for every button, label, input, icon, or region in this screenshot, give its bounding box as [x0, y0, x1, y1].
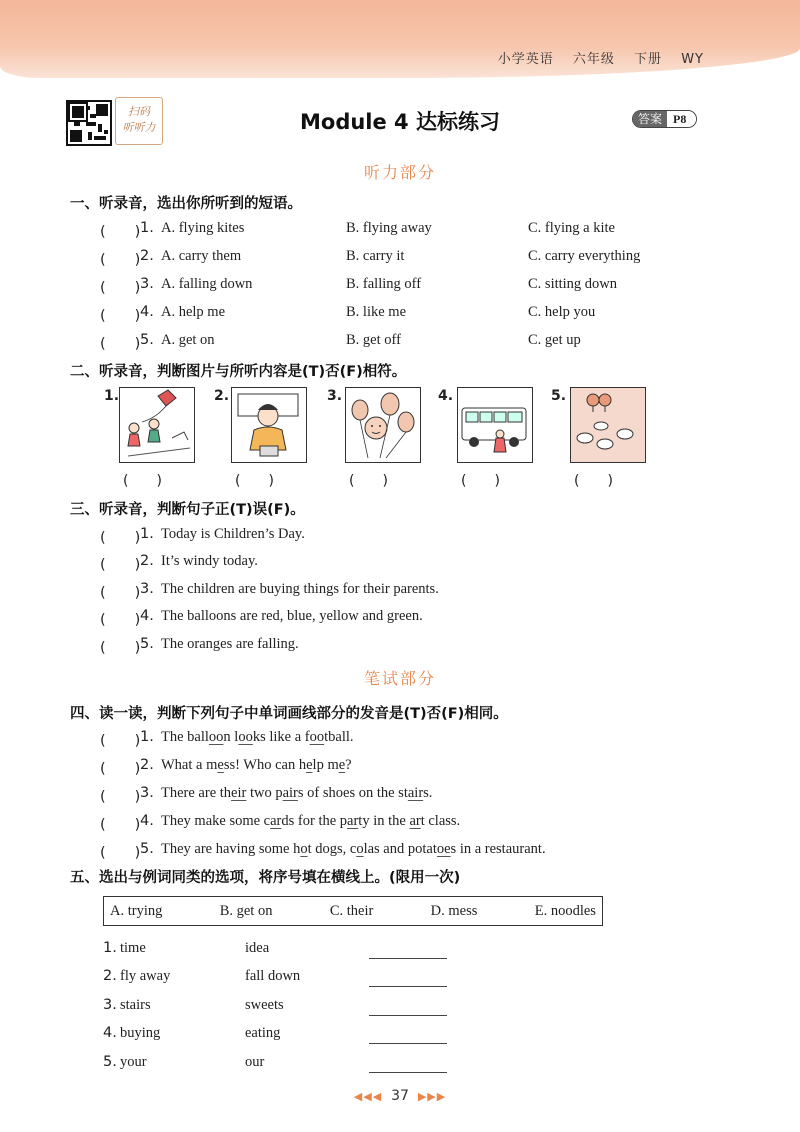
- item-number: 1.: [140, 729, 154, 745]
- listening-section-label: 听力部分: [363, 163, 436, 182]
- book-info: [484, 48, 704, 67]
- sentence: [161, 757, 352, 774]
- sentence-part: lp m: [312, 757, 339, 773]
- answer-blank[interactable]: [369, 957, 447, 959]
- sentence-part: They make some c: [161, 813, 271, 829]
- example-word: idea: [245, 940, 270, 956]
- answer-paren[interactable]: ( ): [100, 252, 141, 268]
- answer-paren[interactable]: ( ): [100, 640, 141, 656]
- item-number: 4.: [140, 304, 154, 320]
- q1-heading: 一、听录音，选出你所听到的短语。: [70, 196, 302, 212]
- sentence: The balloons are red, blue, yellow and green.: [161, 608, 423, 624]
- sentence-part: s.: [423, 785, 433, 801]
- option-c: C. carry everything: [528, 248, 641, 264]
- answer-blank[interactable]: [369, 1071, 447, 1073]
- writing-section-label: 笔试部分: [363, 669, 436, 688]
- sentence-part: They are having some h: [161, 841, 301, 857]
- q2-heading: 二、听录音，判断图片与所听内容是(T)否(F)相符。: [70, 364, 407, 380]
- sentence: [161, 729, 354, 746]
- sentence-part: ds for the p: [281, 813, 348, 829]
- underlined-sound: ar: [347, 813, 359, 829]
- answer-paren[interactable]: ( ): [100, 308, 141, 324]
- options-box: [103, 896, 603, 926]
- answer-page-tag[interactable]: [632, 110, 697, 128]
- item-number: 5.: [103, 1054, 117, 1070]
- sentence: The children are buying things for their parents.: [161, 581, 439, 597]
- q5-heading: 五、选出与例词同类的选项，将序号填在横线上。(限用一次): [70, 870, 461, 886]
- subject-label: 小学英语: [497, 52, 554, 67]
- option-b: B. carry it: [346, 248, 405, 264]
- option: D. mess: [430, 902, 478, 919]
- option-a: A. carry them: [161, 248, 242, 264]
- term-label: 下册: [634, 52, 663, 67]
- sentence-part: tball.: [324, 729, 354, 745]
- option-b: B. get off: [346, 332, 401, 348]
- sentence-part: ty in the: [358, 813, 410, 829]
- picture-number: 5.: [551, 388, 567, 404]
- given-word: your: [120, 1054, 147, 1070]
- sentence-part: t dogs, c: [307, 841, 357, 857]
- picture-boy-on-phone: [231, 387, 307, 463]
- option: E. noodles: [534, 902, 596, 919]
- given-word: buying: [120, 1025, 161, 1041]
- picture-kite-children: [119, 387, 195, 463]
- answer-paren[interactable]: ( ): [349, 473, 388, 489]
- sentence-part: ss! Who can h: [223, 757, 307, 773]
- item-number: 3.: [140, 785, 154, 801]
- given-word: stairs: [120, 997, 151, 1013]
- given-word: fly away: [120, 968, 171, 984]
- item-number: 5.: [140, 841, 154, 857]
- answer-paren[interactable]: ( ): [100, 557, 141, 573]
- q3-heading: 三、听录音，判断句子正(T)误(F)。: [70, 502, 305, 518]
- answer-blank[interactable]: [369, 985, 447, 987]
- sentence-part: ?: [345, 757, 352, 773]
- item-number: 1.: [140, 526, 154, 542]
- underlined-sound: o: [356, 841, 364, 857]
- sentence-part: ks like a f: [252, 729, 310, 745]
- option-b: B. falling off: [346, 276, 422, 292]
- item-number: 2.: [103, 968, 117, 984]
- answer-label: 答案: [633, 111, 667, 127]
- option-a: A. get on: [161, 332, 215, 348]
- item-number: 3.: [140, 276, 154, 292]
- sentence: It’s windy today.: [161, 553, 258, 569]
- answer-paren[interactable]: ( ): [100, 789, 141, 805]
- answer-paren[interactable]: ( ): [100, 530, 141, 546]
- next-arrows-icon: ▶▶▶: [417, 1090, 447, 1103]
- item-number: 5.: [140, 636, 154, 652]
- sentence-part: What a m: [161, 757, 218, 773]
- underlined-sound: e: [217, 757, 224, 773]
- page-footer: [0, 1088, 800, 1104]
- option-c: C. sitting down: [528, 276, 618, 292]
- answer-paren[interactable]: ( ): [100, 336, 141, 352]
- answer-paren[interactable]: ( ): [100, 761, 141, 777]
- answer-paren[interactable]: ( ): [461, 473, 500, 489]
- picture-bus: [457, 387, 533, 463]
- answer-paren[interactable]: ( ): [123, 473, 162, 489]
- picture-geese: [570, 387, 646, 463]
- answer-paren[interactable]: ( ): [100, 612, 141, 628]
- sentence-part: n l: [223, 729, 239, 745]
- underlined-sound: oo: [309, 729, 325, 745]
- prev-arrows-icon: ◀◀◀: [353, 1090, 383, 1103]
- underlined-sound: oo: [208, 729, 224, 745]
- item-number: 1.: [140, 220, 154, 236]
- underlined-sound: oo: [238, 729, 253, 745]
- underlined-sound: ar: [409, 813, 421, 829]
- option-a: A. flying kites: [161, 220, 245, 236]
- sentence-part: two p: [246, 785, 283, 801]
- option: C. their: [329, 902, 374, 919]
- sentence-part: There are th: [161, 785, 232, 801]
- option: B. get on: [219, 902, 273, 919]
- item-number: 2.: [140, 248, 154, 264]
- item-number: 4.: [140, 608, 154, 624]
- item-number: 5.: [140, 332, 154, 348]
- answer-paren[interactable]: ( ): [574, 473, 613, 489]
- picture-number: 3.: [327, 388, 343, 404]
- sentence: The oranges are falling.: [161, 636, 299, 652]
- example-word: our: [245, 1054, 265, 1070]
- sentence-part: The ball: [161, 729, 209, 745]
- underlined-sound: e: [338, 757, 346, 773]
- answer-paren[interactable]: ( ): [100, 733, 141, 749]
- underlined-sound: eir: [231, 785, 247, 801]
- item-number: 1.: [103, 940, 117, 956]
- option-a: A. falling down: [161, 276, 253, 292]
- sentence-part: s of shoes on the st: [297, 785, 408, 801]
- scan-to-listen-label: 扫码 听听力: [115, 97, 163, 145]
- example-word: fall down: [245, 968, 301, 984]
- given-word: time: [120, 940, 146, 956]
- answer-paren[interactable]: ( ): [100, 817, 141, 833]
- underlined-sound: air: [407, 785, 424, 801]
- sentence: [161, 785, 432, 802]
- option-c: C. get up: [528, 332, 581, 348]
- option-a: A. help me: [161, 304, 226, 320]
- grade-label: 六年级: [572, 52, 615, 67]
- sentence-part: las and potat: [363, 841, 437, 857]
- answer-paren[interactable]: ( ): [100, 845, 141, 861]
- item-number: 3.: [103, 997, 117, 1013]
- picture-number: 2.: [214, 388, 230, 404]
- answer-paren[interactable]: ( ): [100, 280, 141, 296]
- sentence: [161, 813, 460, 830]
- item-number: 4.: [140, 813, 154, 829]
- q4-heading: 四、读一读，判断下列句子中单词画线部分的发音是(T)否(F)相同。: [70, 706, 508, 722]
- sentence-part: t class.: [420, 813, 461, 829]
- picture-number: 1.: [104, 388, 120, 404]
- answer-paren[interactable]: ( ): [235, 473, 274, 489]
- sentence-part: s in a restaurant.: [450, 841, 546, 857]
- underlined-sound: air: [282, 785, 298, 801]
- underlined-sound: oe: [436, 841, 451, 857]
- answer-paren[interactable]: ( ): [100, 585, 141, 601]
- sentence: [161, 841, 546, 858]
- answer-page: P8: [667, 111, 696, 127]
- picture-balloons: [345, 387, 421, 463]
- option-c: C. flying a kite: [528, 220, 615, 236]
- picture-number: 4.: [438, 388, 454, 404]
- option-c: C. help you: [528, 304, 596, 320]
- underlined-sound: e: [306, 757, 313, 773]
- item-number: 2.: [140, 553, 154, 569]
- answer-blank[interactable]: [369, 1042, 447, 1044]
- answer-blank[interactable]: [369, 1014, 447, 1016]
- page-title: Module 4 达标练习: [300, 110, 500, 134]
- item-number: 3.: [140, 581, 154, 597]
- sentence: Today is Children’s Day.: [161, 526, 305, 542]
- page-number: 37: [391, 1088, 409, 1104]
- option: A. trying: [110, 902, 163, 919]
- item-number: 4.: [103, 1025, 117, 1041]
- option-b: B. flying away: [346, 220, 432, 236]
- example-word: eating: [245, 1025, 281, 1041]
- underlined-sound: ar: [270, 813, 282, 829]
- answer-paren[interactable]: ( ): [100, 224, 141, 240]
- underlined-sound: o: [300, 841, 308, 857]
- item-number: 2.: [140, 757, 154, 773]
- edition-label: WY: [681, 52, 704, 67]
- example-word: sweets: [245, 997, 284, 1013]
- option-b: B. like me: [346, 304, 407, 320]
